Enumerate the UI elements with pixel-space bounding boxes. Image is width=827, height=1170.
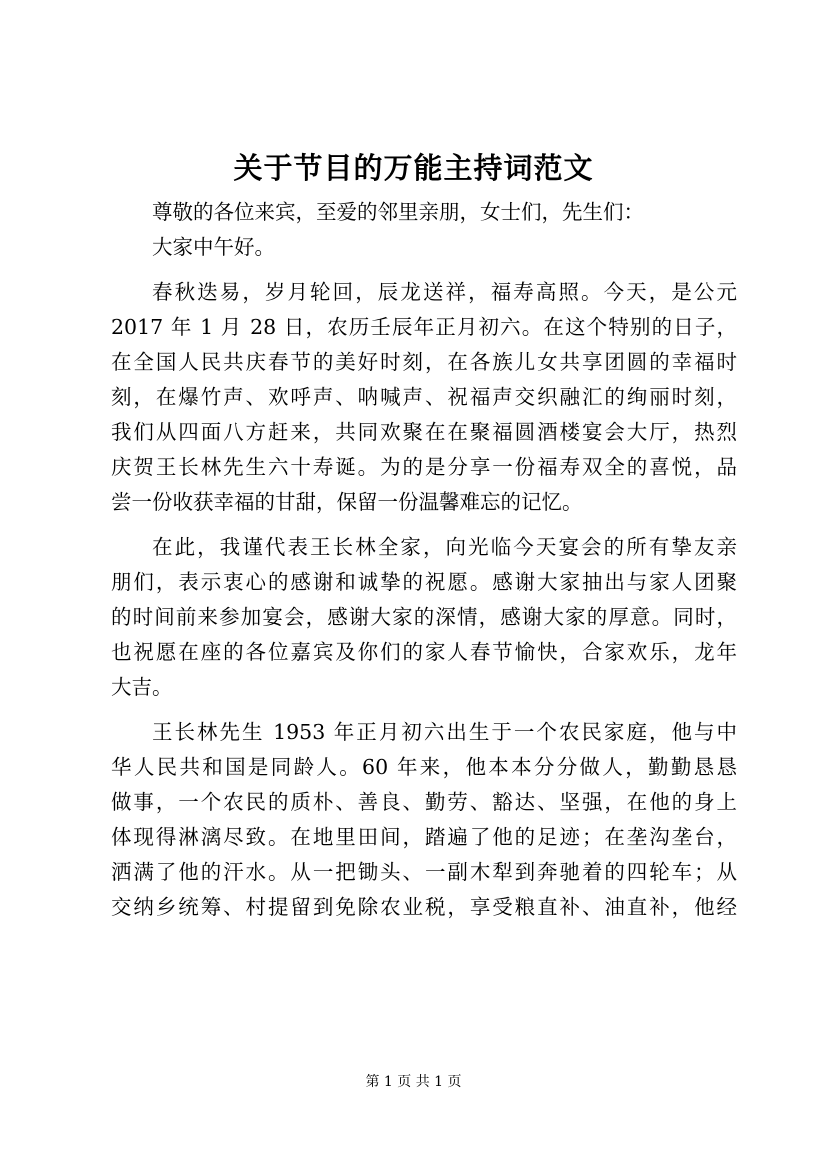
text-line: 庆贺王长林先生六十寿诞。为的是分享一份福寿双全的喜悦，品 [111,455,737,479]
text-line: 的时间前来参加宴会，感谢大家的深情，感谢大家的厚意。同时， [111,605,737,629]
text-line: 也祝愿在座的各位嘉宾及你们的家人春节愉快，合家欢乐，龙年 [111,640,737,664]
text-line: 在全国人民共庆春节的美好时刻，在各族儿女共享团圆的幸福时 [111,350,737,374]
text-line: 华人民共和国是同龄人。60 年来，他本本分分做人，勤勤恳恳 [111,755,737,779]
text-line: 我们从四面八方赶来，共同欢聚在在聚福圆酒楼宴会大厅，热烈 [111,420,737,444]
document-title: 关于节目的万能主持词范文 [233,151,594,185]
text-line: 交纳乡统筹、村提留到免除农业税，享受粮直补、油直补，他经 [111,895,737,919]
text-line-greeting: 尊敬的各位来宾，至爱的邻里亲朋，女士们，先生们： [152,200,644,224]
text-line: 朋们，表示衷心的感谢和诚挚的祝愿。感谢大家抽出与家人团聚 [111,570,737,594]
document-body [111,195,737,925]
text-line: 尝一份收获幸福的甘甜，保留一份温馨难忘的记忆。 [111,490,583,514]
text-line: 大吉。 [111,675,173,699]
text-line: 在此，我谨代表王长林全家，向光临今天宴会的所有挚友亲 [152,535,737,559]
page-footer: 第 1 页 共 1 页 [365,1074,462,1090]
text-line: 春秋迭易，岁月轮回，辰龙送祥，福寿高照。今天，是公元 [152,280,737,304]
text-line: 大家中午好。 [152,235,275,259]
text-line: 体现得淋漓尽致。在地里田间，踏遍了他的足迹；在垄沟垄台， [111,825,737,849]
text-line: 洒满了他的汗水。从一把锄头、一副木犁到奔驰着的四轮车；从 [111,860,737,884]
text-line: 2017 年 1 月 28 日，农历壬辰年正月初六。在这个特别的日子， [111,315,737,339]
text-line: 做事，一个农民的质朴、善良、勤劳、豁达、坚强，在他的身上 [111,790,737,814]
text-line: 刻，在爆竹声、欢呼声、呐喊声、祝福声交织融汇的绚丽时刻， [111,385,737,409]
text-line: 王长林先生 1953 年正月初六出生于一个农民家庭，他与中 [152,720,737,744]
